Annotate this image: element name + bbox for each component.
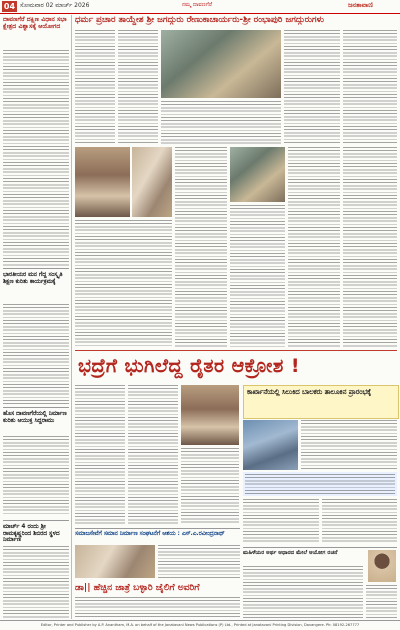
issue-date: ಸೋಮವಾರ 02 ಮಾರ್ಚ್ 2026: [20, 2, 90, 9]
story-body: [181, 448, 239, 525]
protest-photo: [181, 385, 239, 445]
story-body: [243, 566, 363, 618]
story-body: [288, 147, 340, 347]
top-story-body-col4: [343, 30, 397, 145]
story-body: [322, 499, 397, 544]
left-story4-body: [3, 546, 69, 618]
masthead-logo: ಜನತಾವಾಣಿ: [348, 1, 373, 9]
function-photo: [75, 545, 155, 578]
story-body: [75, 220, 172, 347]
right-bottom-headline: ಮಹಿಳೆಯರ ಅರ್ಥ ಆಧಾರದ ಮೇಲೆ ಆಯೋಗ ರಚನೆ: [243, 550, 338, 556]
event-photo: [230, 147, 285, 202]
story-body: [230, 205, 285, 347]
story-body: [128, 385, 178, 525]
divider: [75, 528, 240, 529]
event-photo: [132, 147, 172, 217]
left-story2-body: [3, 304, 69, 404]
top-story-body-col3: [284, 30, 340, 145]
story-body: [243, 499, 319, 544]
highlight-text: [245, 474, 395, 494]
left-story4-headline: ಮಾರ್ಚ್ 4 ರಂದು ಶ್ರೀ ರಾಮಕೃಷ್ಣರಿಂದ ಶಿಬಿರದ ಸ್ಥಳದ ನಿರ್ಮಾಣ: [3, 524, 60, 544]
column-rule: [71, 15, 72, 619]
portrait-photo: [368, 550, 396, 582]
story-body: [343, 147, 397, 347]
left-story1-body: [3, 50, 69, 266]
highlight-box: [243, 472, 397, 496]
left-story1-headline: ದಾವಣಗೆರೆ ದಕ್ಷಿಣ ವಿಧಾನ ಸಭಾ ಕ್ಷೇತ್ರದ ವಿಶ್ವಾಸಕ್ಕೆ ಆಯೋಗದ: [3, 16, 67, 31]
top-story-headline: ಧರ್ಮ ಪ್ರಚಾರ ತಾಯ್ದೇಶ ಶ್ರೀ ಜಗದ್ಗುರು ರೇಣುಕಾಚಾರ್ಯರು-ಶ್ರೀ ರಂಭಾಪುರಿ ಜಗದ್ಗುರುಗಳು: [75, 15, 324, 25]
top-story-body-col5: [161, 101, 281, 145]
mid-story-headline: ಸಮಾಜಸೇವೆಗೆ ಸಮಾನ ನಿರ್ಮಾಣ ಸಂಘಟನೆಗೆ ಆಶಯ : ಎಸ್.ಎ.ರವೀಂದ್ರನಾಥ್: [75, 531, 225, 537]
top-story-body-col2: [118, 30, 158, 145]
divider: [243, 547, 397, 548]
divider: [3, 520, 69, 521]
divider: [3, 407, 69, 408]
footer-imprint: Editor, Printer and Publisher by A.P. Anantham, M.A. on behalf of the Janatavani News Publications (P) Ltd., Printed at Janatavani Printing Division, Davangere. Ph: 08192-267777: [0, 620, 400, 630]
section-name: ನಮ್ಮ ದಾವಣಗೆರೆ: [182, 2, 213, 8]
story-body: [75, 385, 125, 525]
top-story-photo: [161, 30, 281, 98]
left-story2-headline: ಭಾರತೀಯರ ಮನ ಗೆದ್ದ ಸಂಸ್ಕೃತಿ ಶಿಕ್ಷಣ ಕುರಿತು ಕಾರ್ಯಕ್ರಮಕ್ಕೆ: [3, 272, 63, 285]
story-body: [75, 597, 240, 617]
bottom-story-headline: ಡಾ|| ಹೆಚ್ಚಿನ ಜಾತ್ರೆ ಬಳ್ಳಾರಿ ಜೈಲಿಗೆ ಅವರಿಗೆ: [75, 583, 200, 593]
story-body: [301, 420, 397, 470]
main-headline: ಭದ್ರೆಗೆ ಭುಗಿಲೆದ್ದ ರೈತರ ಆಕ್ರೋಶ !: [78, 355, 301, 377]
story-body: [366, 585, 397, 618]
right-box-headline: ಕಾರ್ಖಾನೆಯಲ್ಲಿ ಸಿಲುಕಿದ ಬಾಲಕರು ತಾಲೂಕಿನ ಪ್ರಾರಂಭಕ್ಕೆ: [247, 388, 372, 396]
page-number: 04: [3, 2, 16, 11]
event-photo: [75, 147, 130, 217]
left-story3-body: [3, 436, 69, 516]
story-body: [158, 545, 240, 578]
factory-photo: [243, 420, 298, 470]
divider: [75, 350, 397, 351]
left-story3-headline: ಹೊಸ ದಾವಣಗೆರೆಯಲ್ಲಿ ನಿರ್ಮಾಣ ಕುರಿತು ಆಯುಕ್ತ ಸಿದ್ದರಾಮು: [3, 411, 67, 424]
right-headline-box: [243, 385, 399, 419]
divider: [3, 268, 69, 269]
story-body: [175, 147, 227, 347]
top-story-body-col1: [75, 30, 115, 145]
